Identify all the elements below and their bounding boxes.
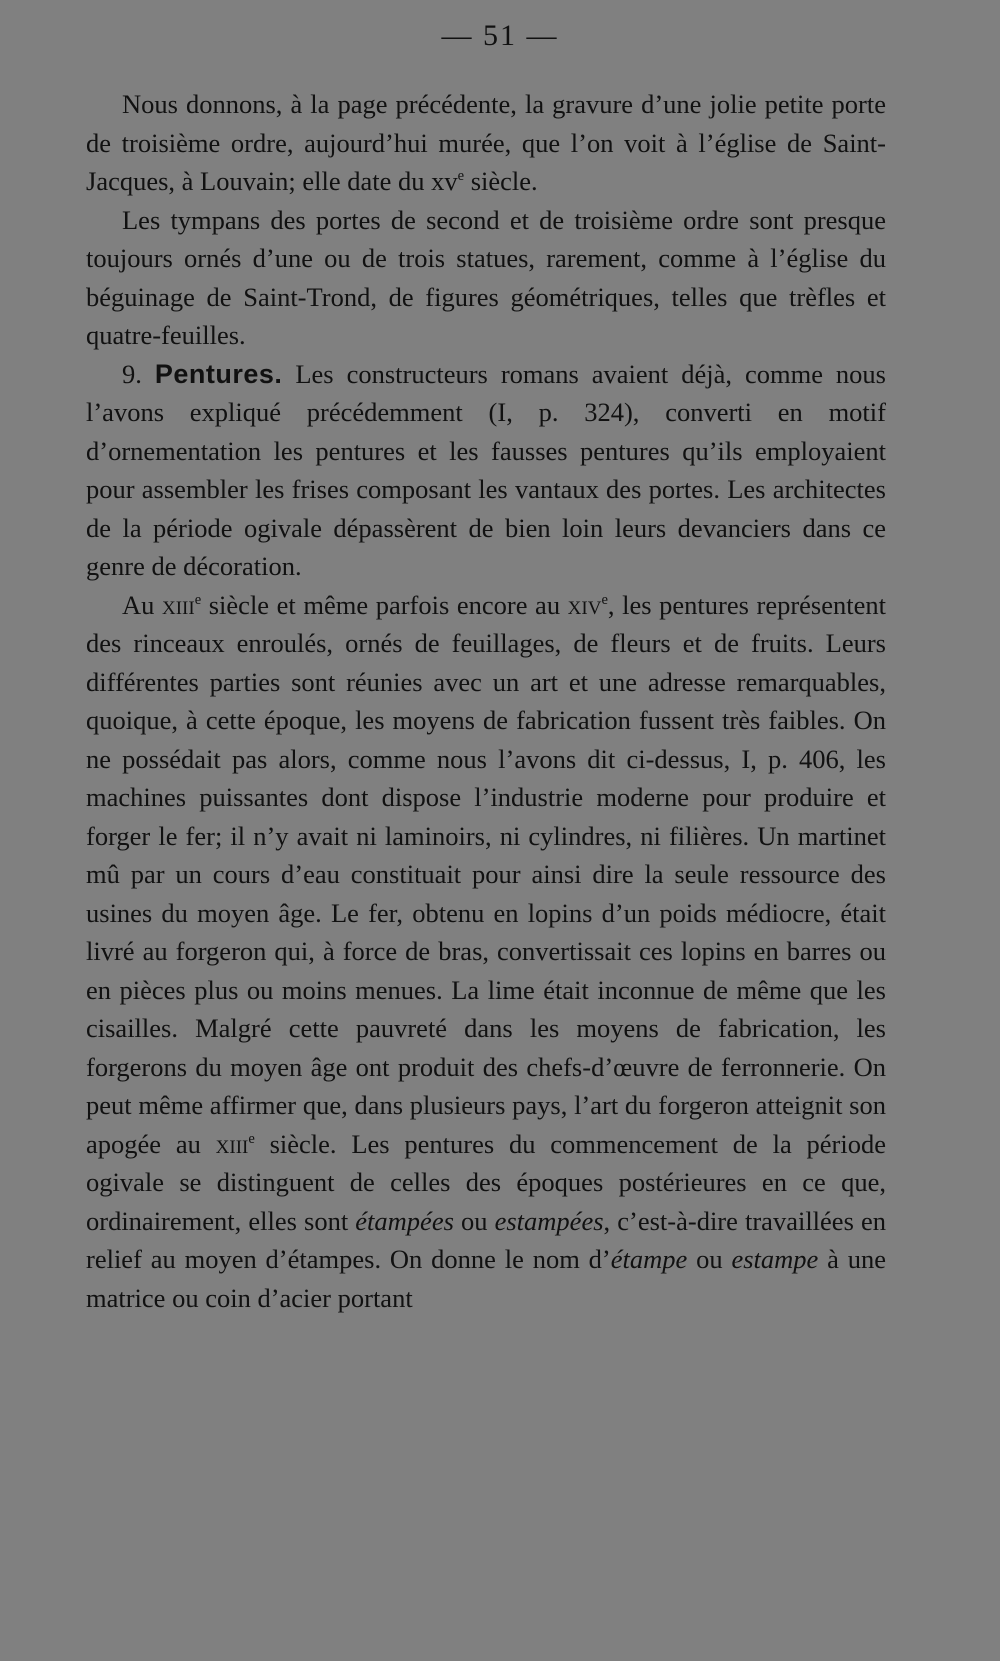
- century-numeral: xiv: [567, 589, 602, 620]
- superscript: e: [457, 167, 465, 184]
- section-number: 9.: [122, 358, 155, 389]
- section-heading: Pentures.: [154, 358, 283, 389]
- text-run: ou: [687, 1244, 732, 1274]
- text-run: siècle.: [464, 166, 538, 196]
- text-run: siècle et même parfois encore au: [201, 589, 568, 620]
- page-number: — 51 —: [441, 19, 559, 52]
- paragraph-3: [86, 355, 886, 586]
- italic-term: estampées: [494, 1205, 604, 1236]
- text-run: Les constructeurs romans avaient déjà, comme nous l’avons expliqué précédemment (I, p. 324), converti en motif d’ornementation les pentures et les fausses pentures qu’ils employaient pour assembler les frises composant les vantaux des portes. Les architectes de la période ogivale dépassèrent de bien loin leurs devanciers dans ce genre de décoration.: [86, 358, 886, 581]
- italic-term: estampe: [731, 1244, 819, 1274]
- paragraph-4: [86, 586, 886, 1318]
- body-text: [86, 85, 886, 1317]
- text-run: ou: [453, 1205, 495, 1236]
- text-run: Nous donnons, à la page précédente, la gravure d’une jolie petite porte de troisième ordre, aujourd’hui murée, que l’on voit à l’église de Saint-Jacques, à Louvain; elle date du xv: [86, 89, 886, 196]
- text-run: , les pentures représentent des rinceaux enroulés, ornés de feuillages, de fleurs et de fruits. Leurs différentes parties sont réunies avec un art et une adresse remarquables, quoique, à cette époque, les moyens de fabrication fussent très faibles. On ne possédait pas alors, comme nous l’avons dit ci-dessus, I, p. 406, les machines puissantes dont dispose l’industrie moderne pour produire et forger le fer; il n’y avait ni laminoirs, ni cylindres, ni filières. Un martinet mû par un cours d’eau constituait pour ainsi dire la seule ressource des usines du moyen âge. Le fer, obtenu en lopins d’un poids médiocre, était livré au forgeron qui, à force de bras, convertissait ces lopins en barres ou en pièces plus ou moins menues. La lime était inconnue de même que les cisailles. Malgré cette pauvreté dans les moyens de fabrication, les forgerons du moyen âge ont produit des chefs-d’œuvre de ferronnerie. On peut même affirmer que, dans plusieurs pays, l’art du forgeron atteignit son apogée au: [86, 589, 886, 1159]
- italic-term: étampe: [610, 1244, 688, 1274]
- century-numeral: xiii: [161, 589, 195, 620]
- text-run: à une matrice ou coin d’acier portant: [86, 1244, 886, 1313]
- text-run: siècle. Les pentures du commencement de la période ogivale se distinguent de celles des époques postérieures en ce que, ordinairement, elles sont: [86, 1128, 886, 1236]
- text-run: Les tympans des portes de second et de troisième ordre sont presque toujours ornés d’une ou de trois statues, rarement, comme à l’église du béguinage de Saint-Trond, de figures géométriques, telles que trèfles et quatre-feuilles.: [86, 204, 886, 350]
- text-run: Au: [122, 589, 162, 620]
- superscript: e: [601, 591, 608, 608]
- superscript: e: [248, 1130, 255, 1147]
- century-numeral: xiii: [215, 1128, 249, 1159]
- paragraph-1: [86, 85, 886, 201]
- text-run: , c’est-à-dire travaillées en relief au moyen d’étampes. On donne le nom d’: [86, 1205, 886, 1274]
- italic-term: étampées: [355, 1205, 454, 1236]
- superscript: e: [194, 591, 202, 608]
- paragraph-2: [86, 201, 886, 355]
